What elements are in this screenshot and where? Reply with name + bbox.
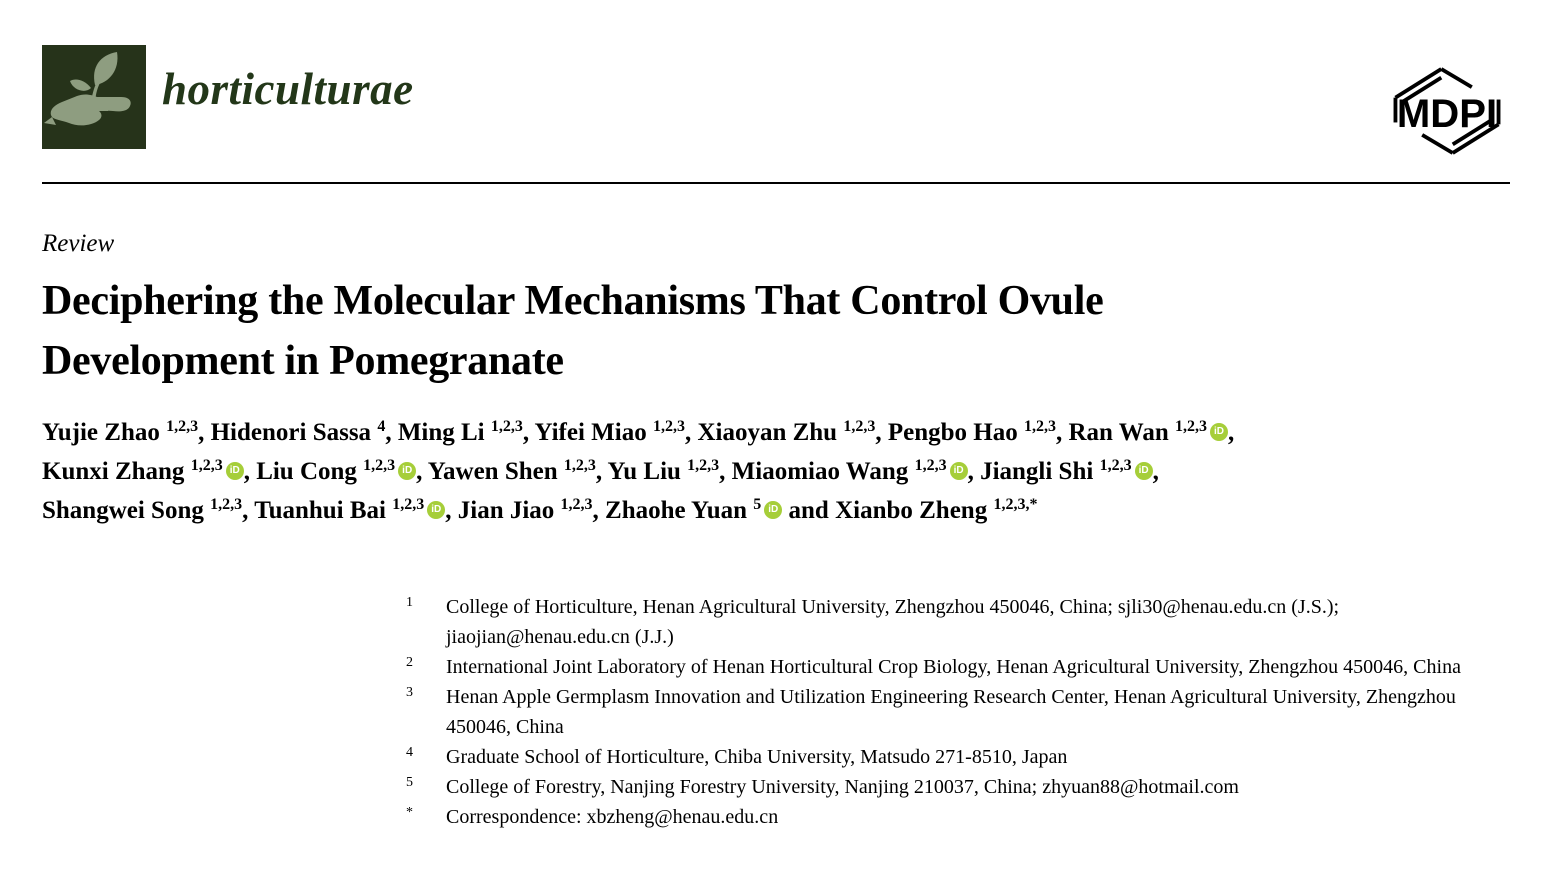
author-affiliation-superscript: 1,2,3 bbox=[210, 496, 243, 513]
affiliation-item bbox=[406, 802, 1512, 832]
author-name: Yujie Zhao bbox=[42, 419, 167, 446]
orcid-icon[interactable]: iD bbox=[427, 501, 445, 519]
affiliation-marker: 5 bbox=[406, 775, 413, 790]
author-line: Yujie Zhao $^{1,2,3}$, Hidenori Sassa $^4$, Ming Li $^{1,2,3}$, Yifei Miao $^{1,2,3}$, Xiaoyan Zhu $^{1,2,3}$, Pengbo Hao $^{1,2,3}$, Ran Wan $^{1,2,3}$ iD , bbox=[42, 418, 1235, 446]
journal-name: horticulturae bbox=[162, 64, 414, 114]
journal-logo bbox=[42, 45, 146, 149]
author-affiliation-superscript: 1,2,3 bbox=[563, 457, 596, 474]
article-type-label: Review bbox=[42, 230, 115, 257]
author-name: Yawen Shen bbox=[427, 458, 564, 485]
affiliation-marker: 3 bbox=[406, 685, 413, 700]
orcid-icon[interactable]: iD bbox=[226, 462, 244, 480]
author-name: Yifei Miao bbox=[534, 419, 653, 446]
title-line-1: Deciphering the Molecular Mechanisms That Control Ovule bbox=[42, 278, 1104, 324]
author-affiliation-superscript: 1,2,3 bbox=[914, 457, 947, 474]
header-divider bbox=[42, 182, 1510, 184]
affiliation-marker: 1 bbox=[406, 595, 413, 610]
affiliation-text: College of Horticulture, Henan Agricultural University, Zhengzhou 450046, China; sjli30@henau.edu.cn (J.S.); jiaojian@henau.edu.cn (J.J.) bbox=[446, 596, 1340, 648]
author-affiliation-superscript: 4 bbox=[377, 418, 386, 435]
author-affiliation-superscript: 1,2,3 bbox=[363, 457, 396, 474]
affiliation-item bbox=[406, 772, 1512, 802]
author-affiliation-superscript: 1,2,3 bbox=[1099, 457, 1132, 474]
author-list bbox=[42, 413, 1532, 530]
author-affiliation-superscript: 5 bbox=[753, 496, 762, 513]
author-name: Kunxi Zhang bbox=[42, 458, 191, 485]
author-name: Xianbo Zheng bbox=[835, 497, 994, 524]
orcid-icon[interactable]: iD bbox=[398, 462, 416, 480]
author-affiliation-superscript: 1,2,3 bbox=[843, 418, 876, 435]
author-affiliation-superscript: 1,2,3 bbox=[190, 457, 223, 474]
affiliation-text: College of Forestry, Nanjing Forestry University, Nanjing 210037, China; zhyuan88@hotmail.com bbox=[446, 776, 1239, 798]
affiliation-text: Henan Apple Germplasm Innovation and Utilization Engineering Research Center, Henan Agricultural University, Zhengzhou 450046, China bbox=[446, 686, 1456, 738]
author-name: Pengbo Hao bbox=[887, 419, 1024, 446]
mdpi-logo-text: MDPI bbox=[1396, 92, 1498, 137]
author-affiliation-superscript: 1,2,3 bbox=[652, 418, 685, 435]
journal-header bbox=[42, 45, 1510, 159]
author-name: Yu Liu bbox=[607, 458, 688, 485]
author-name: Liu Cong bbox=[256, 458, 364, 485]
affiliation-item bbox=[406, 682, 1512, 742]
plant-in-hand-icon bbox=[42, 45, 146, 149]
author-name: Xiaoyan Zhu bbox=[697, 419, 844, 446]
affiliation-text: Correspondence: xbzheng@henau.edu.cn bbox=[446, 806, 779, 828]
author-affiliation-superscript: 1,2,3 bbox=[392, 496, 425, 513]
author-line: Kunxi Zhang $^{1,2,3}$ iD , Liu Cong $^{1,2,3}$ iD , Yawen Shen $^{1,2,3}$, Yu Liu $^{1,2,3}$, Miaomiao Wang $^{1,2,3}$ iD , Jiangli Shi $^{1,2,3}$ iD , bbox=[42, 457, 1159, 485]
orcid-icon[interactable]: iD bbox=[1135, 462, 1153, 480]
author-name: Miaomiao Wang bbox=[731, 458, 915, 485]
author-affiliation-superscript: 1,2,3,* bbox=[993, 496, 1038, 513]
orcid-icon[interactable]: iD bbox=[1210, 423, 1228, 441]
orcid-icon[interactable]: iD bbox=[950, 462, 968, 480]
mdpi-logo bbox=[1384, 63, 1510, 159]
affiliation-item bbox=[406, 652, 1512, 682]
affiliation-item bbox=[406, 592, 1512, 652]
author-affiliation-superscript: 1,2,3 bbox=[560, 496, 593, 513]
author-name: Jian Jiao bbox=[457, 497, 561, 524]
author-affiliation-superscript: 1,2,3 bbox=[490, 418, 523, 435]
author-name: Shangwei Song bbox=[42, 497, 211, 524]
title-line-2: Development in Pomegranate bbox=[42, 338, 564, 384]
affiliation-item bbox=[406, 742, 1512, 772]
author-name: Ran Wan bbox=[1068, 419, 1175, 446]
author-affiliation-superscript: 1,2,3 bbox=[1175, 418, 1207, 435]
affiliation-marker: * bbox=[406, 805, 413, 820]
author-name: Zhaohe Yuan bbox=[605, 497, 754, 524]
affiliation-text: International Joint Laboratory of Henan Horticultural Crop Biology, Henan Agricultural University, Zhengzhou 450046, China bbox=[446, 656, 1461, 678]
author-name: Ming Li bbox=[397, 419, 491, 446]
author-name: Jiangli Shi bbox=[980, 458, 1100, 485]
affiliation-marker: 4 bbox=[406, 745, 413, 760]
author-name: Hidenori Sassa bbox=[210, 419, 378, 446]
orcid-icon[interactable]: iD bbox=[764, 501, 782, 519]
author-affiliation-superscript: 1,2,3 bbox=[687, 457, 720, 474]
affiliation-marker: 2 bbox=[406, 655, 413, 670]
page-title bbox=[42, 271, 1512, 391]
author-line: Shangwei Song $^{1,2,3}$, Tuanhui Bai $^{1,2,3}$ iD , Jian Jiao $^{1,2,3}$, Zhaohe Yuan $^5$ iD and Xianbo Zheng $^{1,2,3,*}$ bbox=[42, 496, 1038, 524]
author-affiliation-superscript: 1,2,3 bbox=[166, 418, 199, 435]
author-affiliation-superscript: 1,2,3 bbox=[1023, 418, 1056, 435]
author-name: Tuanhui Bai bbox=[254, 497, 393, 524]
affiliation-list bbox=[406, 592, 1512, 832]
affiliation-text: Graduate School of Horticulture, Chiba University, Matsudo 271-8510, Japan bbox=[446, 746, 1068, 768]
